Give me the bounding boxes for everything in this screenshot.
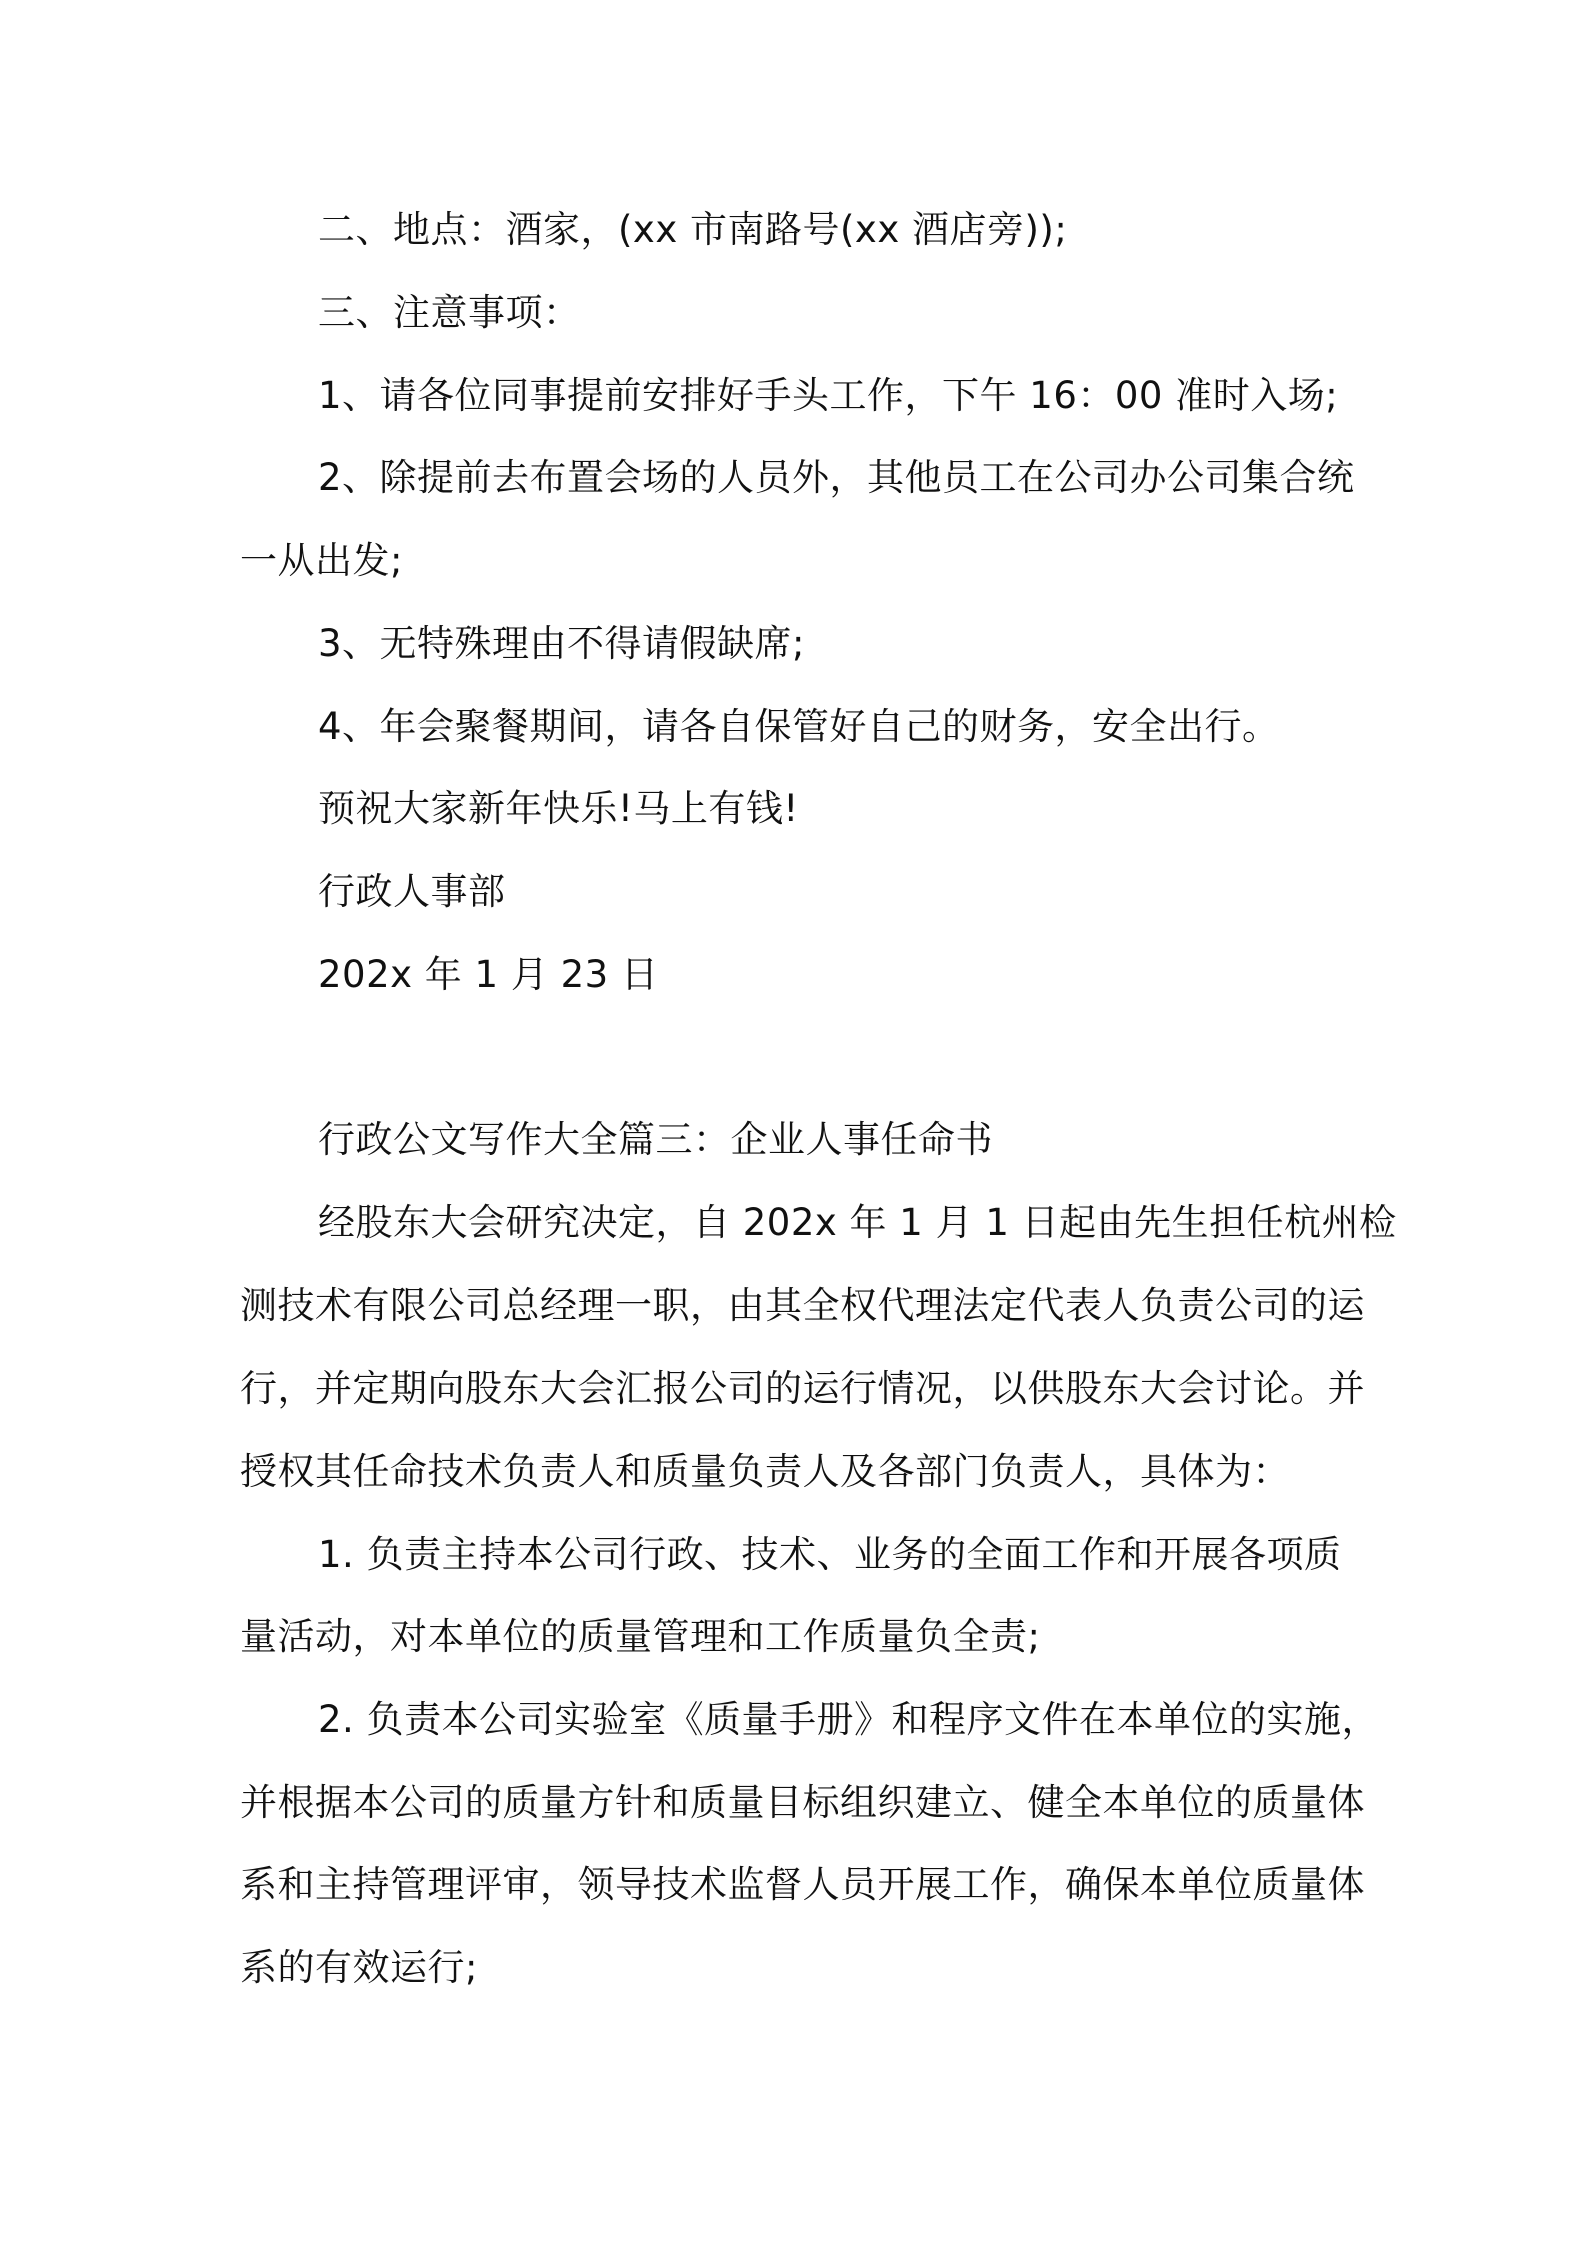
body-line: 授权其任命技术负责人和质量负责人及各部门负责人，具体为： bbox=[240, 1450, 1290, 1493]
notice-item-1: 1、请各位同事提前安排好手头工作，下午 16：00 准时入场; bbox=[318, 374, 1339, 417]
body-line: 测技术有限公司总经理一职，由其全权代理法定代表人负责公司的运 bbox=[240, 1284, 1365, 1327]
notice-heading-notes: 三、注意事项： bbox=[318, 291, 581, 334]
body-line: 经股东大会研究决定，自 202x 年 1 月 1 日起由先生担任杭州检 bbox=[318, 1201, 1397, 1244]
body-item-2-cont: 系和主持管理评审，领导技术监督人员开展工作，确保本单位质量体 bbox=[240, 1863, 1365, 1906]
notice-date: 202x 年 1 月 23 日 bbox=[318, 953, 659, 996]
body-item-1: 1. 负责主持本公司行政、技术、业务的全面工作和开展各项质 bbox=[318, 1533, 1342, 1576]
notice-item-3: 3、无特殊理由不得请假缺席; bbox=[318, 622, 806, 665]
body-line: 行，并定期向股东大会汇报公司的运行情况，以供股东大会讨论。并 bbox=[240, 1367, 1365, 1410]
notice-item-2: 2、除提前去布置会场的人员外，其他员工在公司办公司集合统 bbox=[318, 456, 1355, 499]
notice-signature-dept: 行政人事部 bbox=[318, 870, 506, 913]
body-item-2: 2. 负责本公司实验室《质量手册》和程序文件在本单位的实施， bbox=[318, 1698, 1380, 1741]
notice-greeting: 预祝大家新年快乐!马上有钱! bbox=[318, 787, 799, 830]
body-item-2-cont: 并根据本公司的质量方针和质量目标组织建立、健全本单位的质量体 bbox=[240, 1781, 1365, 1824]
notice-item-2-cont: 一从出发; bbox=[240, 539, 403, 582]
section-title: 行政公文写作大全篇三：企业人事任命书 bbox=[318, 1118, 993, 1161]
notice-location-line: 二、地点：酒家，(xx 市南路号(xx 酒店旁)); bbox=[318, 208, 1068, 251]
notice-item-4: 4、年会聚餐期间，请各自保管好自己的财务，安全出行。 bbox=[318, 705, 1280, 748]
body-item-1-cont: 量活动，对本单位的质量管理和工作质量负全责; bbox=[240, 1615, 1041, 1658]
body-item-2-cont: 系的有效运行; bbox=[240, 1946, 478, 1989]
